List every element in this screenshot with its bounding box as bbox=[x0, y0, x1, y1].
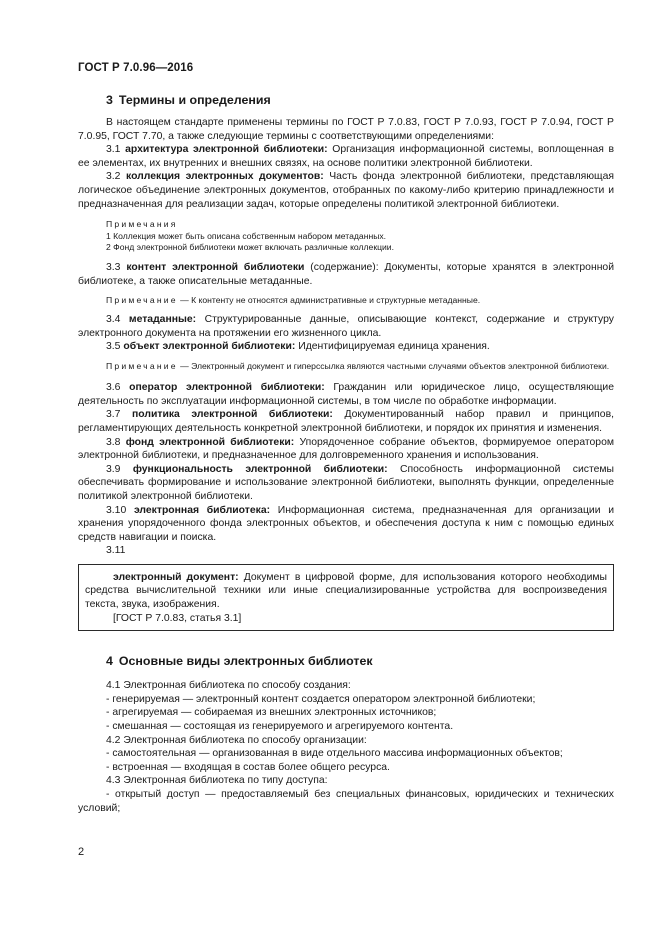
term-definition: (содержание): Документы, которые хранятся в электронной библиотеке, а также описательные метаданные. bbox=[78, 262, 615, 287]
term-definition: Документ в цифровой форме, для использования которого необходимы средства вычислительной техники или иные специализированные устройства для воспроизведения текста, звука, изображения. bbox=[85, 571, 608, 611]
term-number: 3.10 bbox=[106, 504, 127, 516]
term-title: электронный документ: bbox=[113, 571, 239, 583]
term-3-11 bbox=[78, 544, 614, 558]
note-text: — Электронный документ и гиперссылка являются частными случаями объектов электронной библиотеки. bbox=[180, 360, 610, 371]
notes-title: Примечания bbox=[106, 219, 178, 230]
section-number: 4 bbox=[106, 654, 113, 669]
page-number: 2 bbox=[78, 846, 85, 858]
term-number: 3.7 bbox=[106, 409, 121, 421]
term-number: 3.8 bbox=[106, 436, 121, 448]
section-title: Основные виды электронных библиотек bbox=[118, 654, 373, 669]
term-3-4 bbox=[78, 313, 614, 340]
term-definition: Способность информационной системы обеспечивать формирование и использование электронной библиотеки, выполнять функции, определенные политикой электронной библиотеки. bbox=[78, 463, 614, 502]
list-item: - генерируемая — электронный контент создается оператором электронной библиотеки; bbox=[106, 693, 536, 705]
section-number: 3 bbox=[106, 93, 113, 107]
term-title: метаданные: bbox=[128, 313, 197, 325]
list-item: - агрегируемая — собираемая из внешних электронных источников; bbox=[106, 707, 437, 719]
note-label: Примечание bbox=[106, 294, 178, 305]
list-item: - смешанная — состоящая из генерируемого и агрегируемого контента. bbox=[106, 721, 454, 733]
term-definition: Идентифицируемая единица хранения. bbox=[298, 341, 490, 353]
quoted-definition-box bbox=[78, 564, 614, 631]
section-title: Термины и определения bbox=[118, 93, 271, 107]
list-item: - открытый доступ — предоставляемый без специальных финансовых, юридических и технических условий; bbox=[78, 789, 614, 814]
term-3-5 bbox=[78, 340, 614, 354]
note-3-3 bbox=[78, 295, 614, 306]
section-3-intro: В настоящем стандарте применены термины по ГОСТ Р 7.0.83, ГОСТ Р 7.0.93, ГОСТ Р 7.0.94, ГОСТ Р 7.0.95, ГОСТ 7.70, а также следующие термины с соответствующими определениями: bbox=[78, 117, 614, 142]
term-number: 3.9 bbox=[106, 463, 121, 475]
note-label: Примечание bbox=[106, 360, 178, 371]
term-definition: Гражданин или юридическое лицо, осуществляющие деятельность по эксплуатации информационной системы, в том числе по обработке информации. bbox=[78, 382, 614, 407]
note-3-5 bbox=[78, 361, 614, 372]
term-3-7 bbox=[78, 408, 614, 435]
list-item: - встроенная — входящая в состав более общего ресурса. bbox=[106, 761, 390, 773]
term-3-2 bbox=[78, 170, 614, 211]
definition-source: [ГОСТ Р 7.0.83, статья 3.1] bbox=[113, 612, 242, 624]
notes-3-2 bbox=[78, 219, 614, 253]
term-3-10 bbox=[78, 504, 614, 545]
term-title: контент электронной библиотеки bbox=[126, 262, 305, 274]
term-3-6 bbox=[78, 381, 614, 408]
term-title: политика электронной библиотеки: bbox=[132, 409, 333, 421]
note-text: — К контенту не относятся административные и структурные метаданные. bbox=[180, 294, 481, 305]
list-item: 4.2 Электронная библиотека по способу организации: bbox=[106, 734, 367, 746]
term-3-1 bbox=[78, 143, 614, 170]
term-title: коллекция электронных документов: bbox=[126, 171, 324, 183]
term-number: 3.2 bbox=[106, 171, 121, 183]
term-3-8 bbox=[78, 436, 614, 463]
term-title: электронная библиотека: bbox=[133, 504, 271, 516]
term-definition: Часть фонда электронной библиотеки, представляющая логическое объединение электронных документов, отобранных по какому-либо критерию принадлежности и предназначенная для реализации задач, которые определены политикой электронной библиотеки. bbox=[78, 171, 615, 210]
list-item: 4.1 Электронная библиотека по способу создания: bbox=[106, 680, 351, 692]
term-number: 3.5 bbox=[106, 341, 121, 353]
term-number: 3.6 bbox=[106, 382, 121, 394]
page-body bbox=[78, 80, 614, 815]
list-item: - самостоятельная — организованная в виде отдельного массива информационных объектов; bbox=[106, 748, 563, 760]
term-definition: Упорядоченное собрание объектов, формируемое оператором электронной библиотеки, и предназначенное для долговременного хранения и использования. bbox=[78, 436, 615, 462]
document-header: ГОСТ Р 7.0.96—2016 bbox=[78, 62, 194, 74]
term-number: 3.3 bbox=[106, 262, 121, 274]
section-4-heading bbox=[78, 653, 614, 669]
term-definition: Документированный набор правил и принципов, регламентирующих деятельность конкретной электронной библиотеки, и порядок их принятия и изменения. bbox=[78, 409, 614, 434]
term-title: объект электронной библиотеки: bbox=[123, 341, 296, 353]
note-item: 2 Фонд электронной библиотеки может включать различные коллекции. bbox=[106, 241, 394, 252]
note-item: 1 Коллекция может быть описана собственным набором метаданных. bbox=[106, 230, 387, 241]
term-definition: Организация информационной системы, воплощенная в ее элементах, их внутренних и внешних связях, на основе политики электронной библиотеки. bbox=[78, 144, 615, 169]
term-3-9 bbox=[78, 463, 614, 504]
term-title: архитектура электронной библиотеки: bbox=[125, 144, 328, 156]
term-number: 3.4 bbox=[106, 313, 121, 325]
term-definition: Структурированные данные, описывающие контекст, содержание и структуру электронного документа на протяжении его жизненного цикла. bbox=[78, 313, 614, 339]
quoted-definition bbox=[85, 571, 607, 612]
term-definition: Информационная система, предназначенная для организации и хранения упорядоченного фонда электронных объектов, и обеспечения доступа к ним с помощью единых средств навигации и поиска. bbox=[78, 504, 615, 543]
term-title: функциональность электронной библиотеки: bbox=[132, 463, 388, 475]
term-number: 3.1 bbox=[106, 144, 121, 156]
term-number: 3.11 bbox=[106, 545, 126, 557]
term-title: фонд электронной библиотеки: bbox=[125, 436, 295, 448]
section-3-heading bbox=[78, 92, 614, 108]
section-4-list bbox=[78, 679, 614, 815]
term-title: оператор электронной библиотеки: bbox=[129, 382, 325, 394]
term-3-3 bbox=[78, 261, 614, 288]
list-item: 4.3 Электронная библиотека по типу доступа: bbox=[106, 775, 328, 787]
